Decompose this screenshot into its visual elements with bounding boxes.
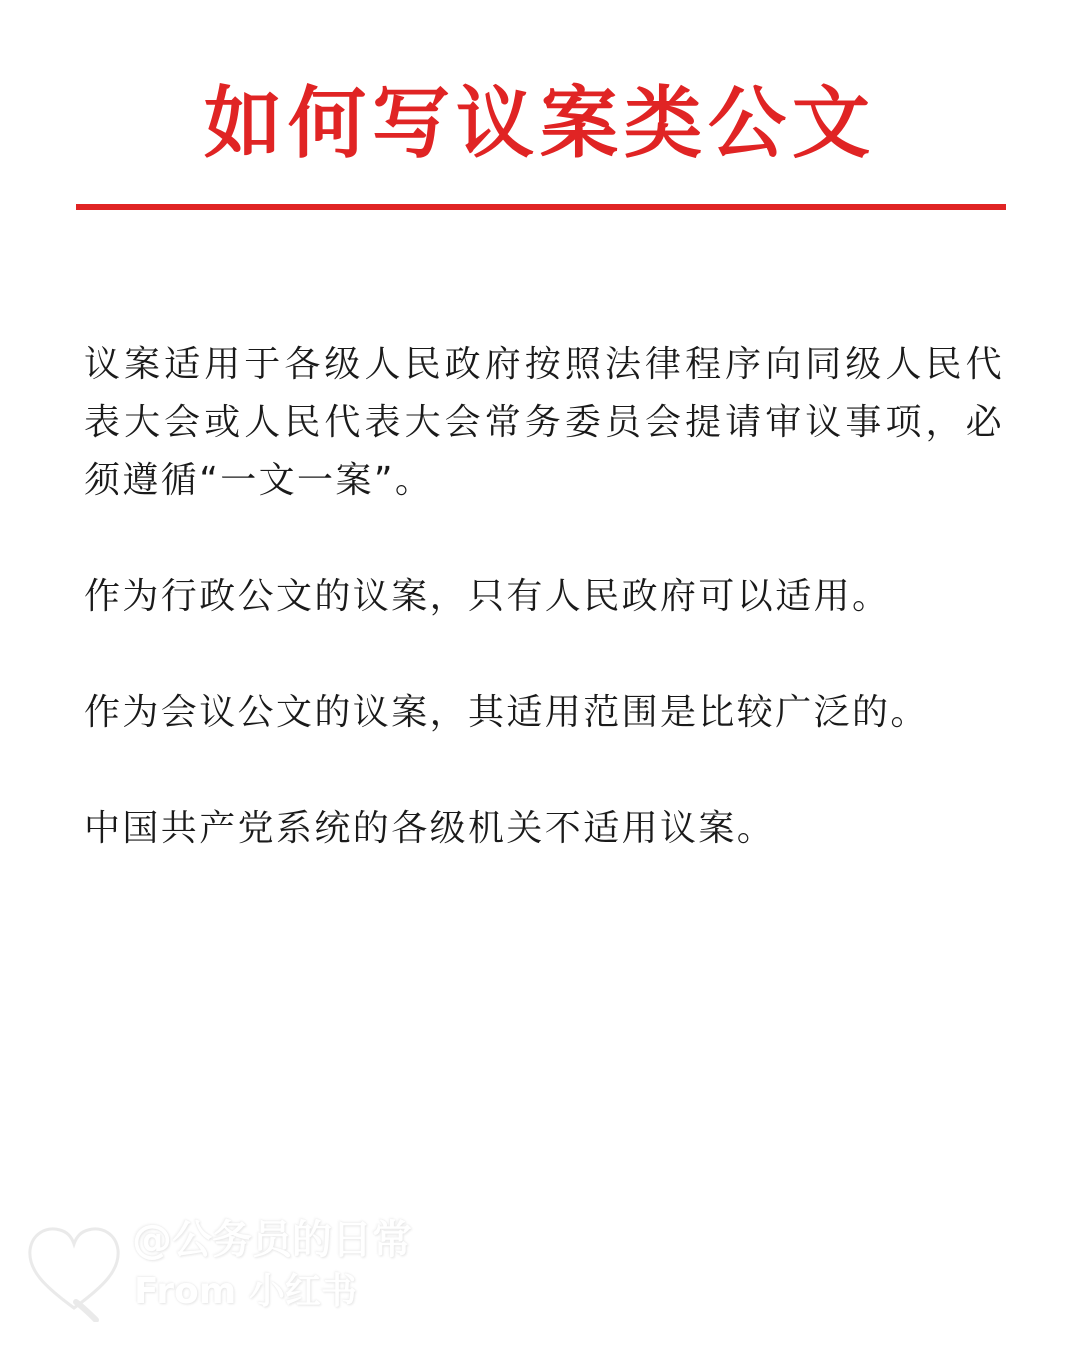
watermark — [24, 1212, 484, 1322]
watermark-handle: @公务员的日常 — [132, 1217, 412, 1263]
paragraph-4: 中国共产党系统的各级机关不适用议案。 — [84, 808, 776, 849]
article-body — [84, 336, 1004, 858]
watermark-source: From 小红书 — [134, 1271, 357, 1312]
paragraph-1: 议案适用于各级人民政府按照法律程序向同级人民代表大会或人民代表大会常务委员会提请审议事项，必须遵循“一文一案”。 — [84, 344, 1004, 501]
page-title: 如何写议案类公文 — [203, 79, 876, 169]
paragraph-3: 作为会议公文的议案，其适用范围是比较广泛的。 — [84, 692, 929, 733]
title-divider — [76, 204, 1006, 210]
xiaohongshu-logo-icon — [24, 1212, 124, 1322]
paragraph-2: 作为行政公文的议案，只有人民政府可以适用。 — [84, 576, 891, 617]
